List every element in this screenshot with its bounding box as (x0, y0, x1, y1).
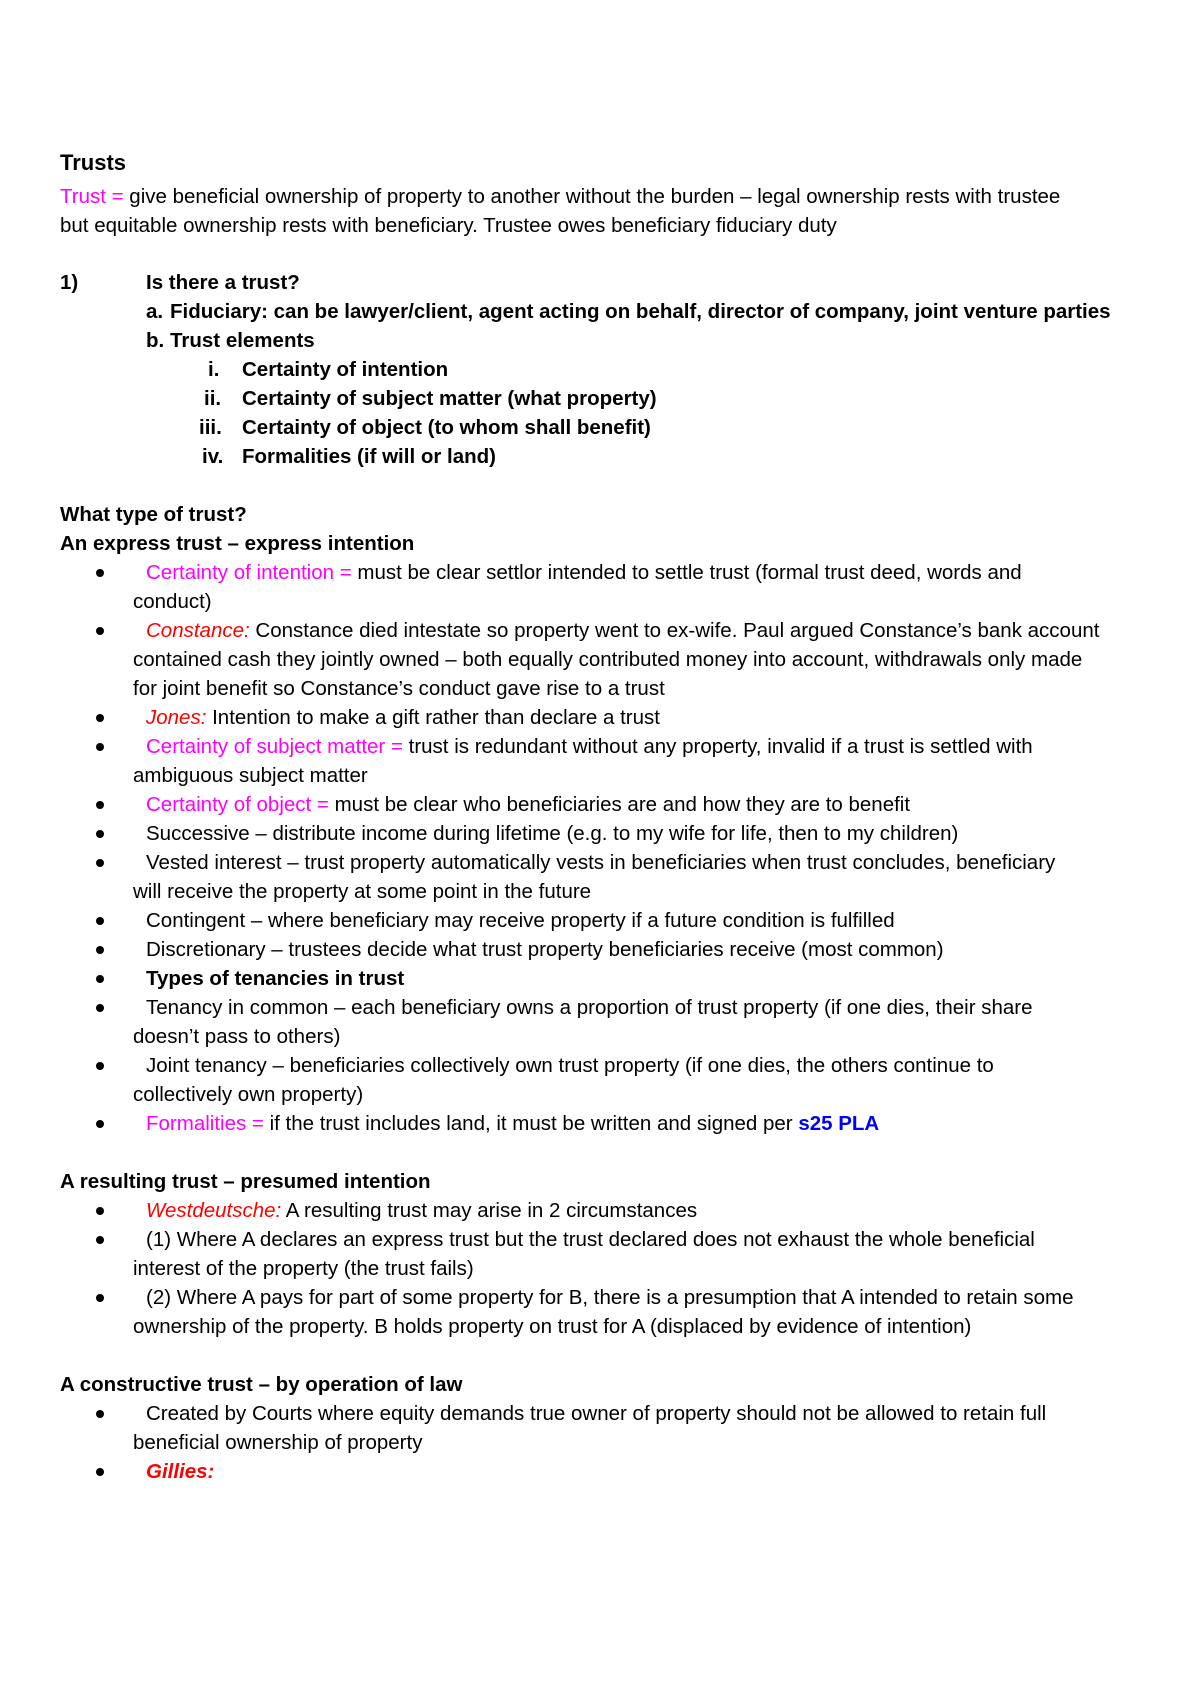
bullet-icon (96, 1236, 104, 1244)
bullet-icon (96, 714, 104, 722)
bullet-icon (96, 830, 104, 838)
bullet-icon (96, 859, 104, 867)
statute-reference: s25 PLA (798, 1112, 880, 1135)
bullet-icon (96, 1062, 104, 1070)
bullet-icon (96, 946, 104, 954)
bullet-icon (96, 975, 104, 983)
bullet-icon (96, 1468, 104, 1476)
bullet-icon (96, 743, 104, 751)
bullet-icon (96, 801, 104, 809)
trust-term: Trust = (60, 185, 124, 208)
bullet-icon (96, 627, 104, 635)
document-page: Trusts Trust = give beneficial ownership of property to another without the burden – legal ownership rests with trustee but equitable ownership rests with beneficiary. Trustee owes beneficiary fiduciary duty 1) Is there a trust? a. Fiduciary: can be lawyer/client, agent acting on behalf, director of company, joint venture parties b. Trust elements i. Certainty of intention ii. Certainty of subject matter (what property) iii. Certainty of object (to whom shall benefit) iv. Formalities (if will or land) What type of trust? An express trust – express intention Certainty of intention = must be clear settlor intended to settle trust (formal trust deed, words and conduct) Constance: Constance died intestate so property went to ex-wife. Paul argued Constance’s bank account contained cash they jointly owned – both equally contributed money into account, withdrawals only made for joint benefit so Constance’s conduct gave rise to a trust Jones: Intention to make a gift rather than declare a trust Certainty of subject matter = trust is redundant without any property, invalid if a trust is settled with ambiguous subject matter Certainty of object = must be clear who beneficiaries are and how they are to benefit Successive – distribute income during lifetime (e.g. to my wife for life, then to my children) Vested interest – trust property automatically vests in beneficiaries when trust concludes, beneficiary will receive the property at some point in the future Contingent – where beneficiary may receive property if a future condition is fulfilled Discretionary – trustees decide what trust property beneficiaries receive (most common) Types of tenancies in trust Tenancy in common – each beneficiary owns a proportion of trust property (if one dies, their share doesn’t pass to others) Joint tenancy – beneficiaries collectively own trust property (if one dies, the others continue to collectively own property) Formalities = if the trust includes land, it must be written and signed per s25 PLA A resulting trust – presumed intention Westdeutsche: A resulting trust may arise in 2 circumstances (1) Where A declares an express trust but the trust declared does not exhaust the whole beneficial interest of the property (the trust fails) (2) Where A pays for part of some property for B, there is a presumption that A intended to retain some ownership of the property. B holds property on trust for A (displaced by evidence of intention) A constructive trust – by operation of law Created by Courts where equity demands true owner of property should not be allowed to retain full beneficial ownership of property Gillies: (60, 150, 1111, 1483)
bullet-icon (96, 569, 104, 577)
bullet-icon (96, 1004, 104, 1012)
bullet-icon (96, 1207, 104, 1215)
bullet-icon (96, 1120, 104, 1128)
bullet-icon (96, 917, 104, 925)
bullet-icon (96, 1410, 104, 1418)
bullet-icon (96, 1294, 104, 1302)
